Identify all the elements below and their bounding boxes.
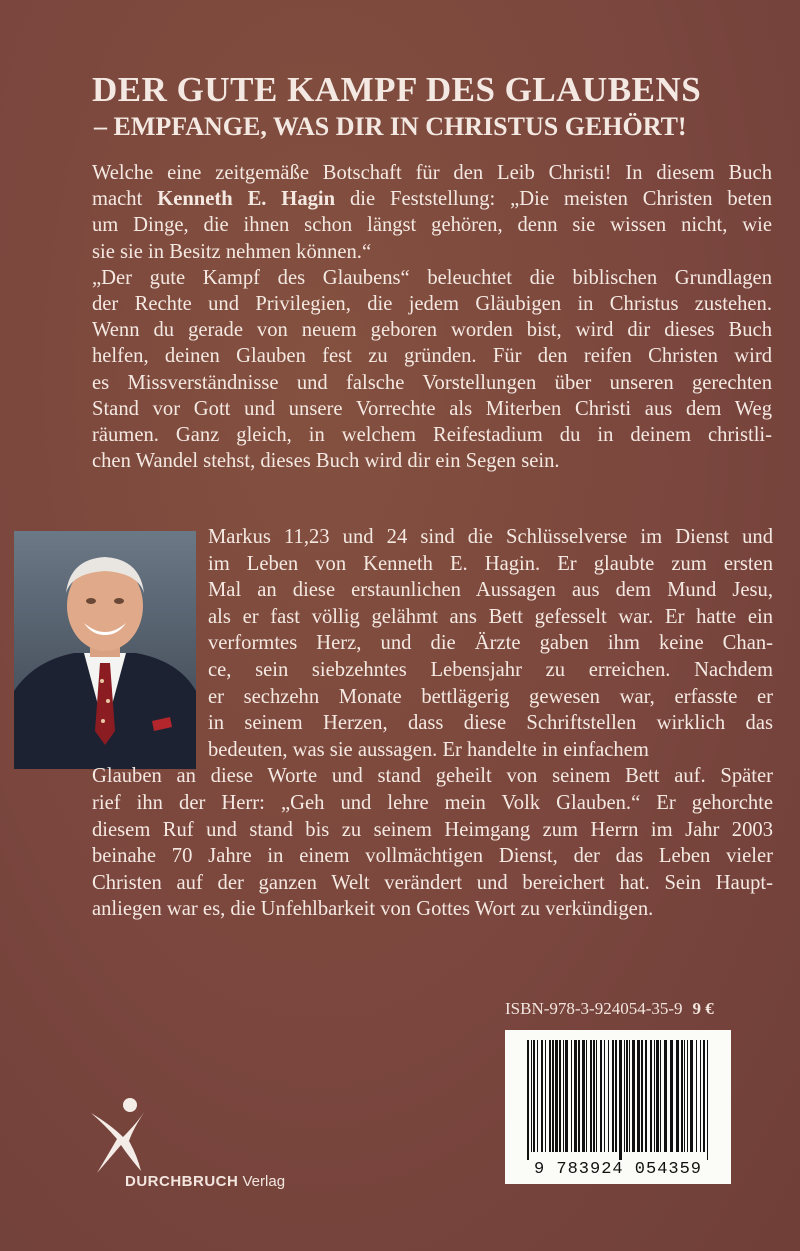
intro-line: macht Kenneth E. Hagin die Feststellung: „Die meisten Christen beten	[92, 188, 773, 211]
barcode-bar	[629, 1040, 630, 1152]
barcode-bar	[660, 1040, 661, 1152]
barcode-bar	[549, 1040, 551, 1152]
barcode-bars-icon	[505, 1030, 731, 1160]
barcode-bar	[527, 1040, 529, 1160]
barcode-bar	[656, 1040, 659, 1152]
barcode-bar	[559, 1040, 561, 1152]
bio-line: als er fast völlig gelähmt ans Bett gefesselt war. Er hatte ein	[208, 605, 773, 628]
bio-line: beinahe 70 Jahre in einem vollmächtigen Dienst, der das Leben vieler	[92, 845, 773, 868]
intro-line: Stand vor Gott und unsere Vorrechte als Miterben Christi aus dem Weg	[92, 397, 772, 420]
intro-line: chen Wandel stehst, dieses Buch wird dir ein Segen sein.	[92, 450, 560, 473]
barcode-bar	[632, 1040, 635, 1152]
bio-line: rief ihn der Herr: „Geh und lehre mein Volk Glauben.“ Er gehorchte	[92, 792, 773, 814]
barcode-bar	[596, 1040, 597, 1152]
barcode-bar	[690, 1040, 693, 1152]
barcode-bar	[531, 1040, 532, 1152]
barcode-bar	[700, 1040, 701, 1152]
intro-line: helfen, deinen Glauben fest zu gründen. Für den reifen Christen wird	[92, 345, 772, 368]
bio-line: ce, sein siebzehntes Lebensjahr zu erreichen. Nachdem	[208, 659, 773, 681]
barcode-bar	[707, 1040, 708, 1160]
barcode-bar	[533, 1040, 535, 1152]
barcode-bar	[687, 1040, 688, 1152]
intro-line: räumen. Ganz gleich, in welchem Reifestadium du in deinem christli-	[92, 424, 772, 447]
bio-line: Christen auf der ganzen Welt verändert und bereichert hat. Sein Haupt-	[92, 871, 773, 894]
barcode-bar	[703, 1040, 705, 1152]
intro-line: es Missverständnisse und falsche Vorstellungen über unseren gerechten	[92, 371, 772, 394]
barcode-bar	[541, 1040, 543, 1152]
intro-line: der Rechte und Privilegien, die jedem Gläubigen in Christus zustehen.	[92, 293, 772, 316]
intro-paragraph	[92, 160, 772, 474]
barcode-bar	[664, 1040, 667, 1152]
barcode-bar	[684, 1040, 685, 1152]
barcode-bar	[555, 1040, 558, 1152]
barcode-bar	[552, 1040, 554, 1152]
barcode-bar	[574, 1040, 577, 1152]
intro-line: Welche eine zeitgemäße Botschaft für den Leib Christi! In diesem Buch	[92, 162, 772, 184]
barcode-bar	[571, 1040, 572, 1152]
bio-line: in seinem Herzen, dass diese Schriftstellen wirklich das	[208, 712, 773, 735]
book-subtitle: – EMPFANGE, WAS DIR IN CHRISTUS GEHÖRT!	[94, 112, 687, 141]
intro-line: Wenn du gerade von neuem geboren worden bist, wird dir dieses Buch	[92, 319, 772, 342]
bio-line: verformtes Herz, und die Ärzte gaben ihm keine Chan-	[208, 632, 773, 655]
book-title-block	[92, 70, 772, 144]
bio-line: bedeuten, was sie aussagen. Er handelte in einfachem	[208, 738, 649, 761]
bio-line: Markus 11,23 und 24 sind die Schlüsselverse im Dienst und	[208, 526, 773, 548]
bio-line: diesem Ruf und stand bis zu seinem Heimgang zum Herrn im Jahr 2003	[92, 818, 773, 841]
barcode-bar	[608, 1040, 609, 1152]
barcode-bar	[537, 1040, 538, 1152]
barcode-bar	[604, 1040, 605, 1152]
barcode-bar	[612, 1040, 614, 1152]
barcode-bar	[582, 1040, 585, 1152]
intro-line: „Der gute Kampf des Glaubens“ beleuchtet die biblischen Grundlagen	[92, 266, 772, 289]
barcode-bar	[637, 1040, 640, 1152]
barcode-bar	[654, 1040, 655, 1152]
barcode-bar	[645, 1040, 647, 1152]
barcode-bar	[641, 1040, 643, 1152]
barcode-bar	[563, 1040, 564, 1152]
barcode-bar	[650, 1040, 652, 1152]
publisher-name: DURCHBRUCH Verlag	[125, 1173, 286, 1190]
author-portrait-icon	[14, 531, 196, 769]
isbn-label	[505, 999, 714, 1019]
publisher-logo	[85, 1095, 325, 1195]
barcode	[505, 1030, 731, 1184]
bio-line: im Leben von Kenneth E. Hagin. Er glaubte zum ersten	[208, 552, 773, 575]
intro-line: sie sie in Besitz nehmen können.“	[92, 240, 372, 263]
barcode-bar	[586, 1040, 587, 1152]
bio-line: er sechzehn Monate bettlägerig gewesen war, erfasste er	[208, 685, 773, 708]
intro-line: um Dinge, die ihnen schon längst gehören, denn sie wissen nicht, wie	[92, 214, 772, 237]
barcode-bar	[619, 1040, 622, 1160]
barcode-bar	[600, 1040, 602, 1152]
barcode-bar	[565, 1040, 568, 1152]
isbn-number: ISBN-978-3-924054-35-9	[505, 999, 683, 1018]
barcode-bar	[624, 1040, 625, 1152]
barcode-digits: 9 783924 054359	[533, 1160, 703, 1179]
bio-line: anliegen war es, die Unfehlbarkeit von Gottes Wort zu verkündigen.	[92, 898, 654, 921]
barcode-bar	[545, 1040, 546, 1152]
barcode-bar	[670, 1040, 673, 1152]
person-cross-logo-icon	[85, 1095, 165, 1175]
barcode-bar	[593, 1040, 595, 1152]
bio-line: Glauben an diese Worte und stand geheilt von seinem Bett auf. Später	[92, 765, 773, 788]
barcode-bar	[626, 1040, 628, 1152]
author-name: Kenneth E. Hagin	[157, 188, 336, 211]
book-title: DER GUTE KAMPF DES GLAUBENS	[92, 70, 702, 109]
barcode-bar	[696, 1040, 697, 1152]
barcode-bar	[590, 1040, 592, 1152]
barcode-bar	[676, 1040, 679, 1152]
barcode-bar	[681, 1040, 683, 1152]
barcode-bar	[615, 1040, 617, 1152]
bio-line: Mal an diese erstaunlichen Aussagen aus dem Mund Jesu,	[208, 579, 773, 602]
price-label: 9 €	[692, 999, 714, 1018]
barcode-bar	[578, 1040, 580, 1152]
author-photo	[14, 531, 196, 769]
